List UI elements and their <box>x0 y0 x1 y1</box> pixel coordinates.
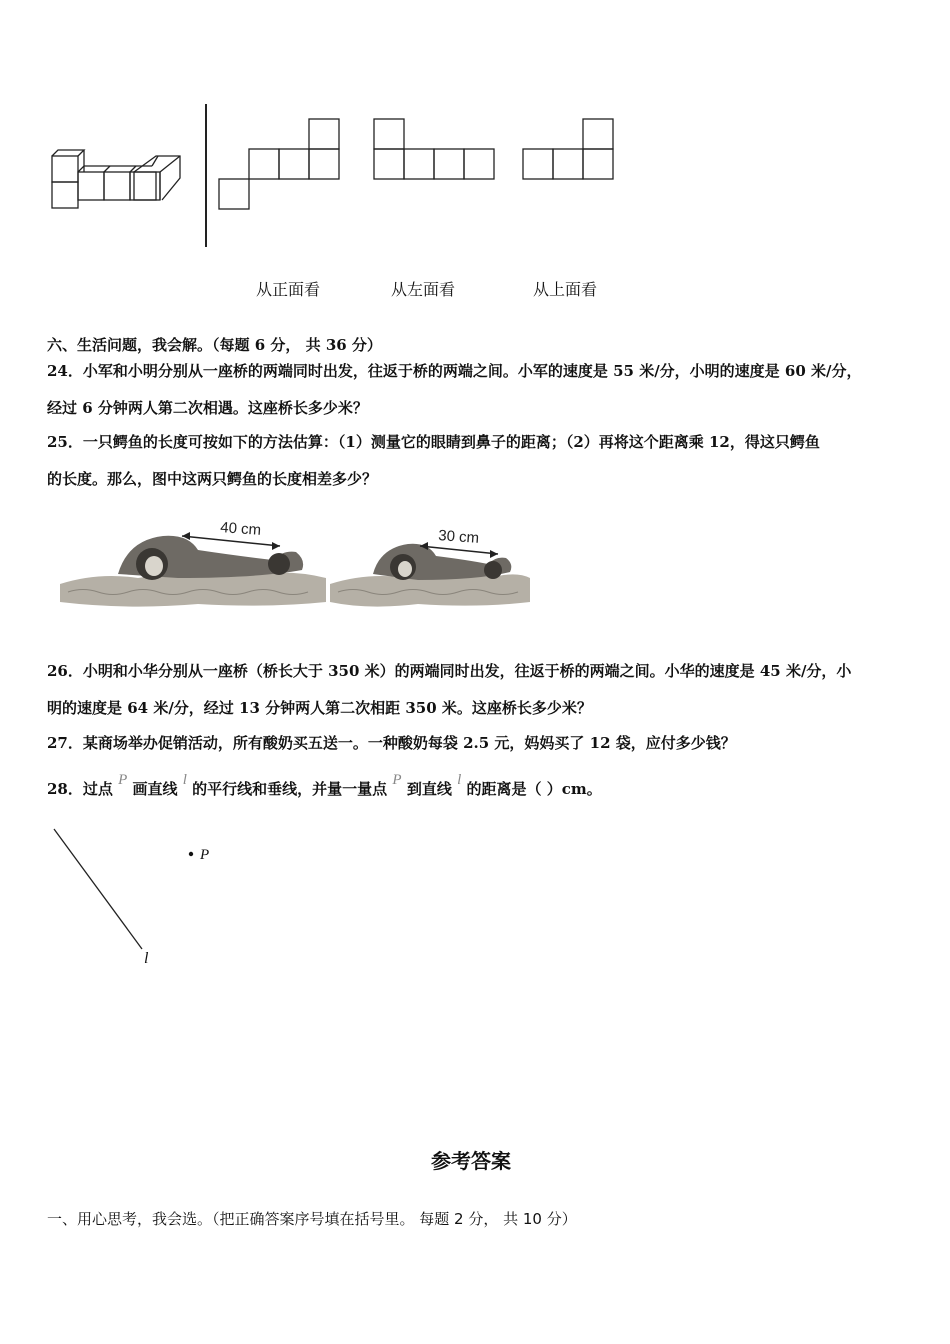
question-28-part1: 28．过点 <box>47 780 113 798</box>
question-26-line1: 26．小明和小华分别从一座桥（桥长大于 350 米）的两端同时出发，往返于桥的两端之间。小华的速度是 45 米/分，小 <box>47 662 852 680</box>
question-28-part2: 画直线 <box>132 780 178 798</box>
line-point-figure <box>50 825 230 970</box>
question-28 <box>47 772 602 800</box>
point-p-label: P <box>200 847 210 863</box>
variable-p: P <box>118 772 128 788</box>
question-28-part4: 到直线 <box>406 780 452 798</box>
front-view-figure <box>218 118 340 210</box>
top-view-label: 从上面看 <box>533 280 598 299</box>
question-28-part3: 的平行线和垂线，并量一量点 <box>192 780 388 798</box>
crocodile-illustration <box>58 512 533 612</box>
question-26-line2: 明的速度是 64 米/分，经过 13 分钟两人第二次相距 350 米。这座桥长多少米？ <box>47 699 592 717</box>
answers-title: 参考答案 <box>431 1149 511 1173</box>
variable-l: l <box>182 772 187 788</box>
question-25-line2: 的长度。那么，图中这两只鳄鱼的长度相差多少？ <box>47 470 378 488</box>
question-24-line1: 24．小军和小明分别从一座桥的两端同时出发，往返于桥的两端之间。小军的速度是 55 米/分，小明的速度是 60 米/分， <box>47 362 862 380</box>
section-heading: 六、生活问题，我会解。（每题 6 分， 共 36 分） <box>47 336 382 354</box>
front-view-label: 从正面看 <box>256 280 321 299</box>
variable-l: l <box>457 772 462 788</box>
line-l-label: l <box>144 950 149 967</box>
question-27: 27．某商场举办促销活动，所有酸奶买五送一。一种酸奶每袋 2.5 元，妈妈买了 12 袋，应付多少钱？ <box>47 734 736 752</box>
cube-solid-figure <box>45 150 185 212</box>
variable-p: P <box>392 772 402 788</box>
question-28-part5: 的距离是（ ）cm。 <box>466 780 602 798</box>
left-view-label: 从左面看 <box>391 280 456 299</box>
top-view-figure <box>522 118 614 180</box>
crocodile-1-measure-label: 40 cm <box>219 519 262 539</box>
answers-section-1: 一、用心思考，我会选。（把正确答案序号填在括号里。 每题 2 分， 共 10 分） <box>47 1210 577 1228</box>
question-24-line2: 经过 6 分钟两人第二次相遇。这座桥长多少米？ <box>47 399 368 417</box>
left-view-figure <box>373 118 495 180</box>
divider-line <box>205 104 207 247</box>
question-25-line1: 25．一只鳄鱼的长度可按如下的方法估算：（1）测量它的眼睛到鼻子的距离；（2）再将这个距离乘 12，得这只鳄鱼 <box>47 433 820 451</box>
crocodile-2-measure-label: 30 cm <box>437 527 480 547</box>
